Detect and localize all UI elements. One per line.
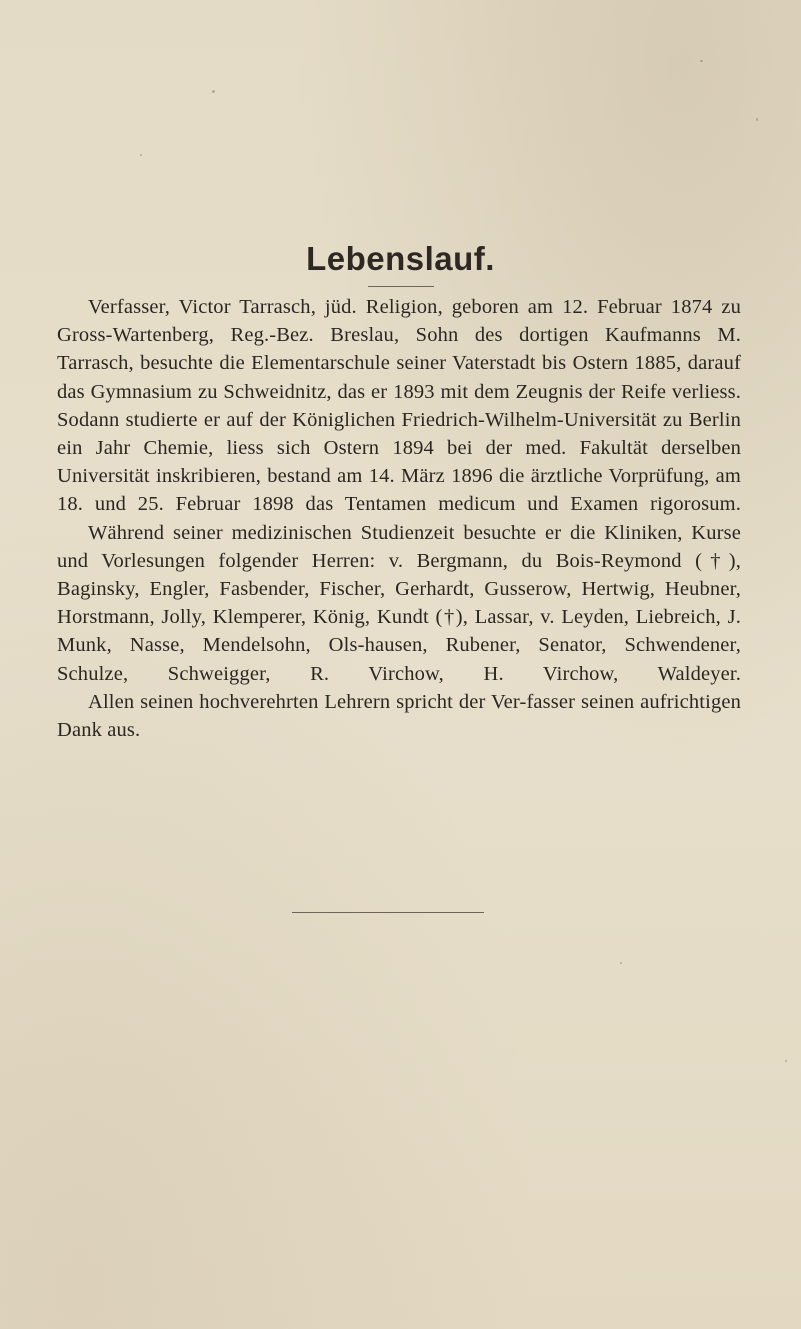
paragraph-biography: Verfasser, Victor Tarrasch, jüd. Religion, geboren am 12. Februar 1874 zu Gross-Wartenberg, Reg.-Bez. Breslau, Sohn des dortigen Kaufmanns M. Tarrasch, besuchte die Elementarschule seiner Vaterstadt bis Ostern 1885, darauf das Gymnasium zu Schweidnitz, das er 1893 mit dem Zeugnis der Reife verliess. Sodann studierte er auf der Königlichen Friedrich-Wilhelm-Universität zu Berlin ein Jahr Chemie, liess sich Ostern 1894 bei der med. Fakultät derselben Universität inskribieren, bestand am 14. März 1896 die ärztliche Vorprüfung, am 18. und 25. Februar 1898 das Tentamen medicum und Examen rigorosum. (57, 296, 741, 516)
paragraph-teachers: Während seiner medizinischen Studienzeit besuchte er die Kliniken, Kurse und Vorlesungen folgender Herren: v. Bergmann, du Bois-Reymond (†), Baginsky, Engler, Fasbender, Fischer, Gerhardt, Gusserow, Hertwig, Heubner, Horstmann, Jolly, Klemperer, König, Kundt (†), Lassar, v. Leyden, Liebreich, J. Munk, Nasse, Mendelsohn, Ols-hausen, Rubener, Senator, Schwendener, Schulze, Schweigger, R. Virchow, H. Virchow, Waldeyer. (57, 521, 741, 685)
paper-speck (785, 1060, 787, 1062)
paragraph-thanks: Allen seinen hochverehrten Lehrern spricht der Ver-fasser seinen aufrichtigen Dank aus. (57, 690, 741, 742)
document-title: Lebenslauf. (306, 240, 495, 277)
title-underline (368, 286, 434, 287)
paper-speck (700, 60, 703, 62)
paper-speck (140, 154, 142, 156)
document-body (57, 293, 741, 744)
paper-speck (212, 90, 215, 93)
paper-speck (620, 962, 622, 964)
paper-speck (756, 118, 758, 121)
closing-rule (292, 912, 484, 913)
